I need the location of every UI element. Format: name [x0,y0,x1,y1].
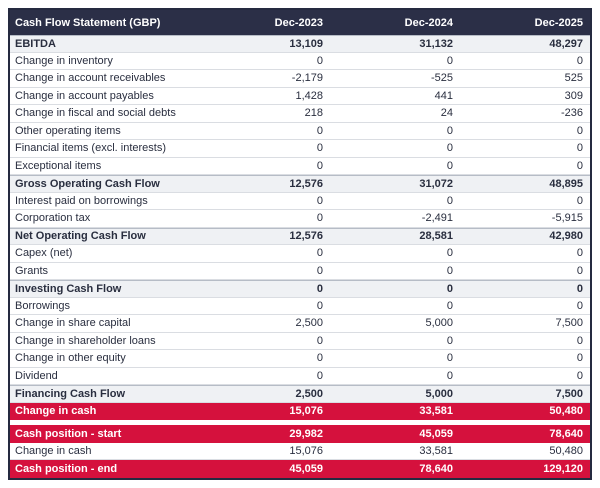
row-value: 0 [576,334,583,347]
table-row [10,350,590,368]
row-value: 441 [434,89,453,102]
row-value: 0 [316,124,323,137]
row-label: Other operating items [15,124,121,137]
row-value: 2,500 [295,317,323,330]
row-value: 0 [576,54,583,67]
row-value: 0 [316,159,323,172]
row-value: 0 [446,194,453,207]
row-value: 12,576 [289,230,323,243]
row-value: 29,982 [289,427,323,440]
table-row [10,385,590,403]
row-value: 0 [576,124,583,137]
row-value: 0 [576,142,583,155]
row-value: 525 [564,72,583,85]
row-value: 45,059 [289,462,323,475]
row-label: Grants [15,264,49,277]
table-row [10,193,590,211]
row-label: Financing Cash Flow [15,387,126,400]
row-value: 42,980 [549,230,583,243]
row-value: 48,895 [549,177,583,190]
table-row [10,35,590,53]
row-value: 50,480 [549,444,583,457]
row-label: Borrowings [15,299,71,312]
row-label: EBITDA [15,37,56,50]
row-label: Financial items (excl. interests) [15,142,166,155]
row-value: 5,000 [425,317,453,330]
row-label: Cash position - end [15,462,118,475]
row-value: 0 [446,334,453,347]
row-value: 0 [576,282,583,295]
row-label: Change in account receivables [15,72,166,85]
row-value: -236 [560,107,583,120]
row-value: 31,072 [419,177,453,190]
row-value: 0 [446,142,453,155]
row-value: 0 [316,142,323,155]
table-row [10,443,590,461]
row-value: 78,640 [549,427,583,440]
row-value: 129,120 [543,462,583,475]
row-value: 0 [316,369,323,382]
table-row [10,368,590,386]
table-row [10,425,590,443]
row-value: 0 [316,352,323,365]
column-header-dec-2023: Dec-2023 [274,16,323,29]
table-body [10,35,590,478]
row-value: 0 [446,369,453,382]
table-row [10,403,590,421]
row-value: 0 [316,282,323,295]
row-label: Dividend [15,369,58,382]
row-value: 0 [446,352,453,365]
table-row [10,70,590,88]
row-value: 0 [576,194,583,207]
table-row [10,210,590,228]
row-value: 15,076 [289,405,323,418]
column-header-dec-2024: Dec-2024 [404,16,453,29]
table-row [10,280,590,298]
row-value: 50,480 [549,405,583,418]
row-label: Change in cash [15,405,97,418]
row-value: 0 [576,247,583,260]
row-value: 33,581 [419,444,453,457]
table-row [10,53,590,71]
row-value: 0 [446,264,453,277]
table-row [10,123,590,141]
table-row [10,315,590,333]
row-value: 31,132 [419,37,453,50]
row-value: 309 [564,89,583,102]
row-value: 15,076 [289,444,323,457]
row-value: 0 [316,334,323,347]
row-label: Change in cash [15,444,92,457]
row-label: Net Operating Cash Flow [15,230,146,243]
row-value: -525 [430,72,453,85]
table-row [10,333,590,351]
row-label: Change in fiscal and social debts [15,107,176,120]
row-value: -2,179 [291,72,323,85]
column-header-dec-2025: Dec-2025 [534,16,583,29]
row-value: 7,500 [555,317,583,330]
table-title: Cash Flow Statement (GBP) [15,16,161,29]
row-value: 0 [446,159,453,172]
row-label: Interest paid on borrowings [15,194,148,207]
row-value: 0 [576,264,583,277]
row-label: Investing Cash Flow [15,282,122,295]
row-value: 78,640 [419,462,453,475]
row-label: Change in other equity [15,352,126,365]
table-row [10,105,590,123]
row-value: -2,491 [421,212,453,225]
row-label: Change in share capital [15,317,131,330]
row-value: 0 [316,194,323,207]
row-label: Gross Operating Cash Flow [15,177,160,190]
row-value: 0 [576,369,583,382]
row-value: 0 [316,264,323,277]
table-header-row [10,10,590,35]
row-value: 2,500 [295,387,323,400]
row-value: 0 [446,247,453,260]
table-row [10,158,590,176]
row-value: 28,581 [419,230,453,243]
row-value: -5,915 [551,212,583,225]
row-label: Capex (net) [15,247,73,260]
row-value: 13,109 [289,37,323,50]
row-value: 0 [316,54,323,67]
table-row [10,88,590,106]
table-row [10,245,590,263]
table-row [10,175,590,193]
row-value: 1,428 [295,89,323,102]
row-label: Change in account payables [15,89,154,102]
row-value: 48,297 [549,37,583,50]
row-value: 0 [446,299,453,312]
row-value: 24 [440,107,453,120]
table-row [10,228,590,246]
row-value: 0 [446,124,453,137]
row-value: 0 [316,299,323,312]
row-value: 0 [446,54,453,67]
table-row [10,263,590,281]
row-label: Corporation tax [15,212,91,225]
cash-flow-statement-table [8,8,592,480]
row-value: 5,000 [425,387,453,400]
table-row [10,460,590,478]
row-value: 7,500 [555,387,583,400]
row-label: Cash position - start [15,427,122,440]
row-value: 0 [446,282,453,295]
row-value: 0 [316,247,323,260]
row-value: 12,576 [289,177,323,190]
row-value: 218 [304,107,323,120]
row-value: 0 [576,159,583,172]
row-value: 0 [316,212,323,225]
row-value: 0 [576,299,583,312]
row-value: 0 [576,352,583,365]
row-label: Exceptional items [15,159,102,172]
row-label: Change in inventory [15,54,113,67]
table-row [10,140,590,158]
row-value: 33,581 [419,405,453,418]
row-value: 45,059 [419,427,453,440]
row-label: Change in shareholder loans [15,334,156,347]
table-row [10,298,590,316]
